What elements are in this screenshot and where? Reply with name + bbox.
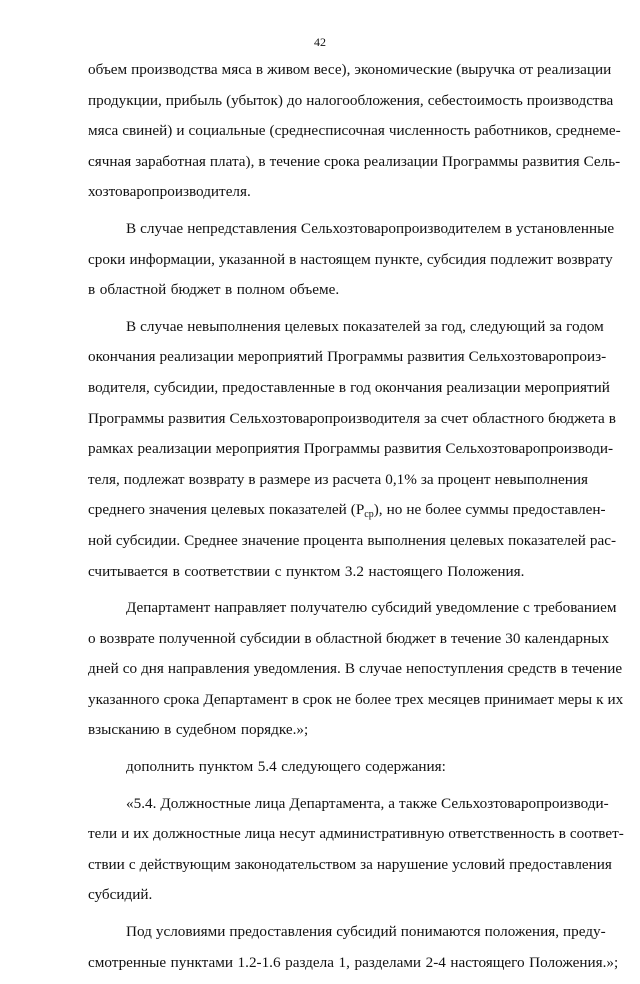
subscript: ср: [364, 509, 374, 521]
text-line: сроки информации, указанной в настоящем пункте, субсидия подлежит возврату: [88, 250, 613, 268]
text-line: В случае непредставления Сельхозтоваропроизводителем в установленные: [126, 219, 615, 237]
text-line: объем производства мяса в живом весе), экономические (выручка от реализации: [88, 61, 612, 78]
text-line: рамках реализации мероприятия Программы развития Сельхозтоваропроизводи-: [88, 440, 614, 458]
text-line: теля, подлежат возврату в размере из расчета 0,1% за процент невыполнения: [88, 470, 589, 488]
text-line: в областной бюджет в полном объеме.: [88, 281, 340, 299]
text-line: продукции, прибыль (убыток) до налогообложения, себестоимость производства: [88, 91, 614, 109]
text-line: ствии с действующим законодательством за нарушение условий предоставления: [88, 855, 612, 873]
document-body: [88, 55, 624, 984]
text-line: сячная заработная плата), в течение срока реализации Программы развития Сель-: [88, 152, 621, 170]
text-line: В случае невыполнения целевых показателей за год, следующий за годом: [126, 317, 604, 335]
paragraph: [88, 917, 619, 978]
text-line: «5.4. Должностные лица Департамента, а также Сельхозтоваропроизводи-: [126, 794, 609, 812]
text-line: субсидий.: [88, 886, 153, 904]
paragraph: [88, 55, 621, 208]
paragraph: [88, 752, 560, 783]
text-line: указанного срока Департамент в срок не более трех месяцев принимает меры к их: [88, 690, 624, 708]
text-line: взысканию в судебном порядке.»;: [88, 721, 309, 739]
text-line: о возврате полученной субсидии в областной бюджет в течение 30 календарных: [88, 629, 609, 647]
text-line: окончания реализации мероприятий Программы развития Сельхозтоваропроиз-: [88, 348, 607, 366]
page-number: 42: [314, 35, 326, 49]
text-line: дней со дня направления уведомления. В случае непоступления средств в течение: [88, 660, 623, 678]
text-line: смотренные пунктами 1.2-1.6 раздела 1, разделами 2-4 настоящего Положения.»;: [88, 953, 619, 971]
text-line: Департамент направляет получателю субсидий уведомление с требованием: [126, 599, 617, 617]
text-line: Под условиями предоставления субсидий понимаются положения, преду-: [126, 923, 606, 941]
paragraph: [88, 593, 624, 746]
paragraph: [88, 789, 624, 911]
text-line: водителя, субсидии, предоставленные в год окончания реализации мероприятий: [88, 378, 610, 396]
paragraph: [88, 214, 615, 306]
text-line: Программы развития Сельхозтоваропроизводителя за счет областного бюджета в: [88, 409, 616, 427]
text-line: тели и их должностные лица несут административную ответственность в соответ-: [88, 825, 624, 843]
text-line: мяса свиней) и социальные (среднесписочная численность работников, среднеме-: [88, 122, 621, 140]
paragraph: [88, 312, 617, 587]
text-line: ной субсидии. Среднее значение процента выполнения целевых показателей рас-: [88, 531, 617, 549]
text-line: среднего значения целевых показателей $(P_{ср})$, но не более суммы предоставлен-: [88, 501, 606, 521]
text-line: хозтоваропроизводителя.: [88, 183, 251, 201]
text-line: дополнить пунктом 5.4 следующего содержания:: [126, 758, 446, 776]
text-line: считывается в соответствии с пунктом 3.2 настоящего Положения.: [88, 562, 525, 580]
